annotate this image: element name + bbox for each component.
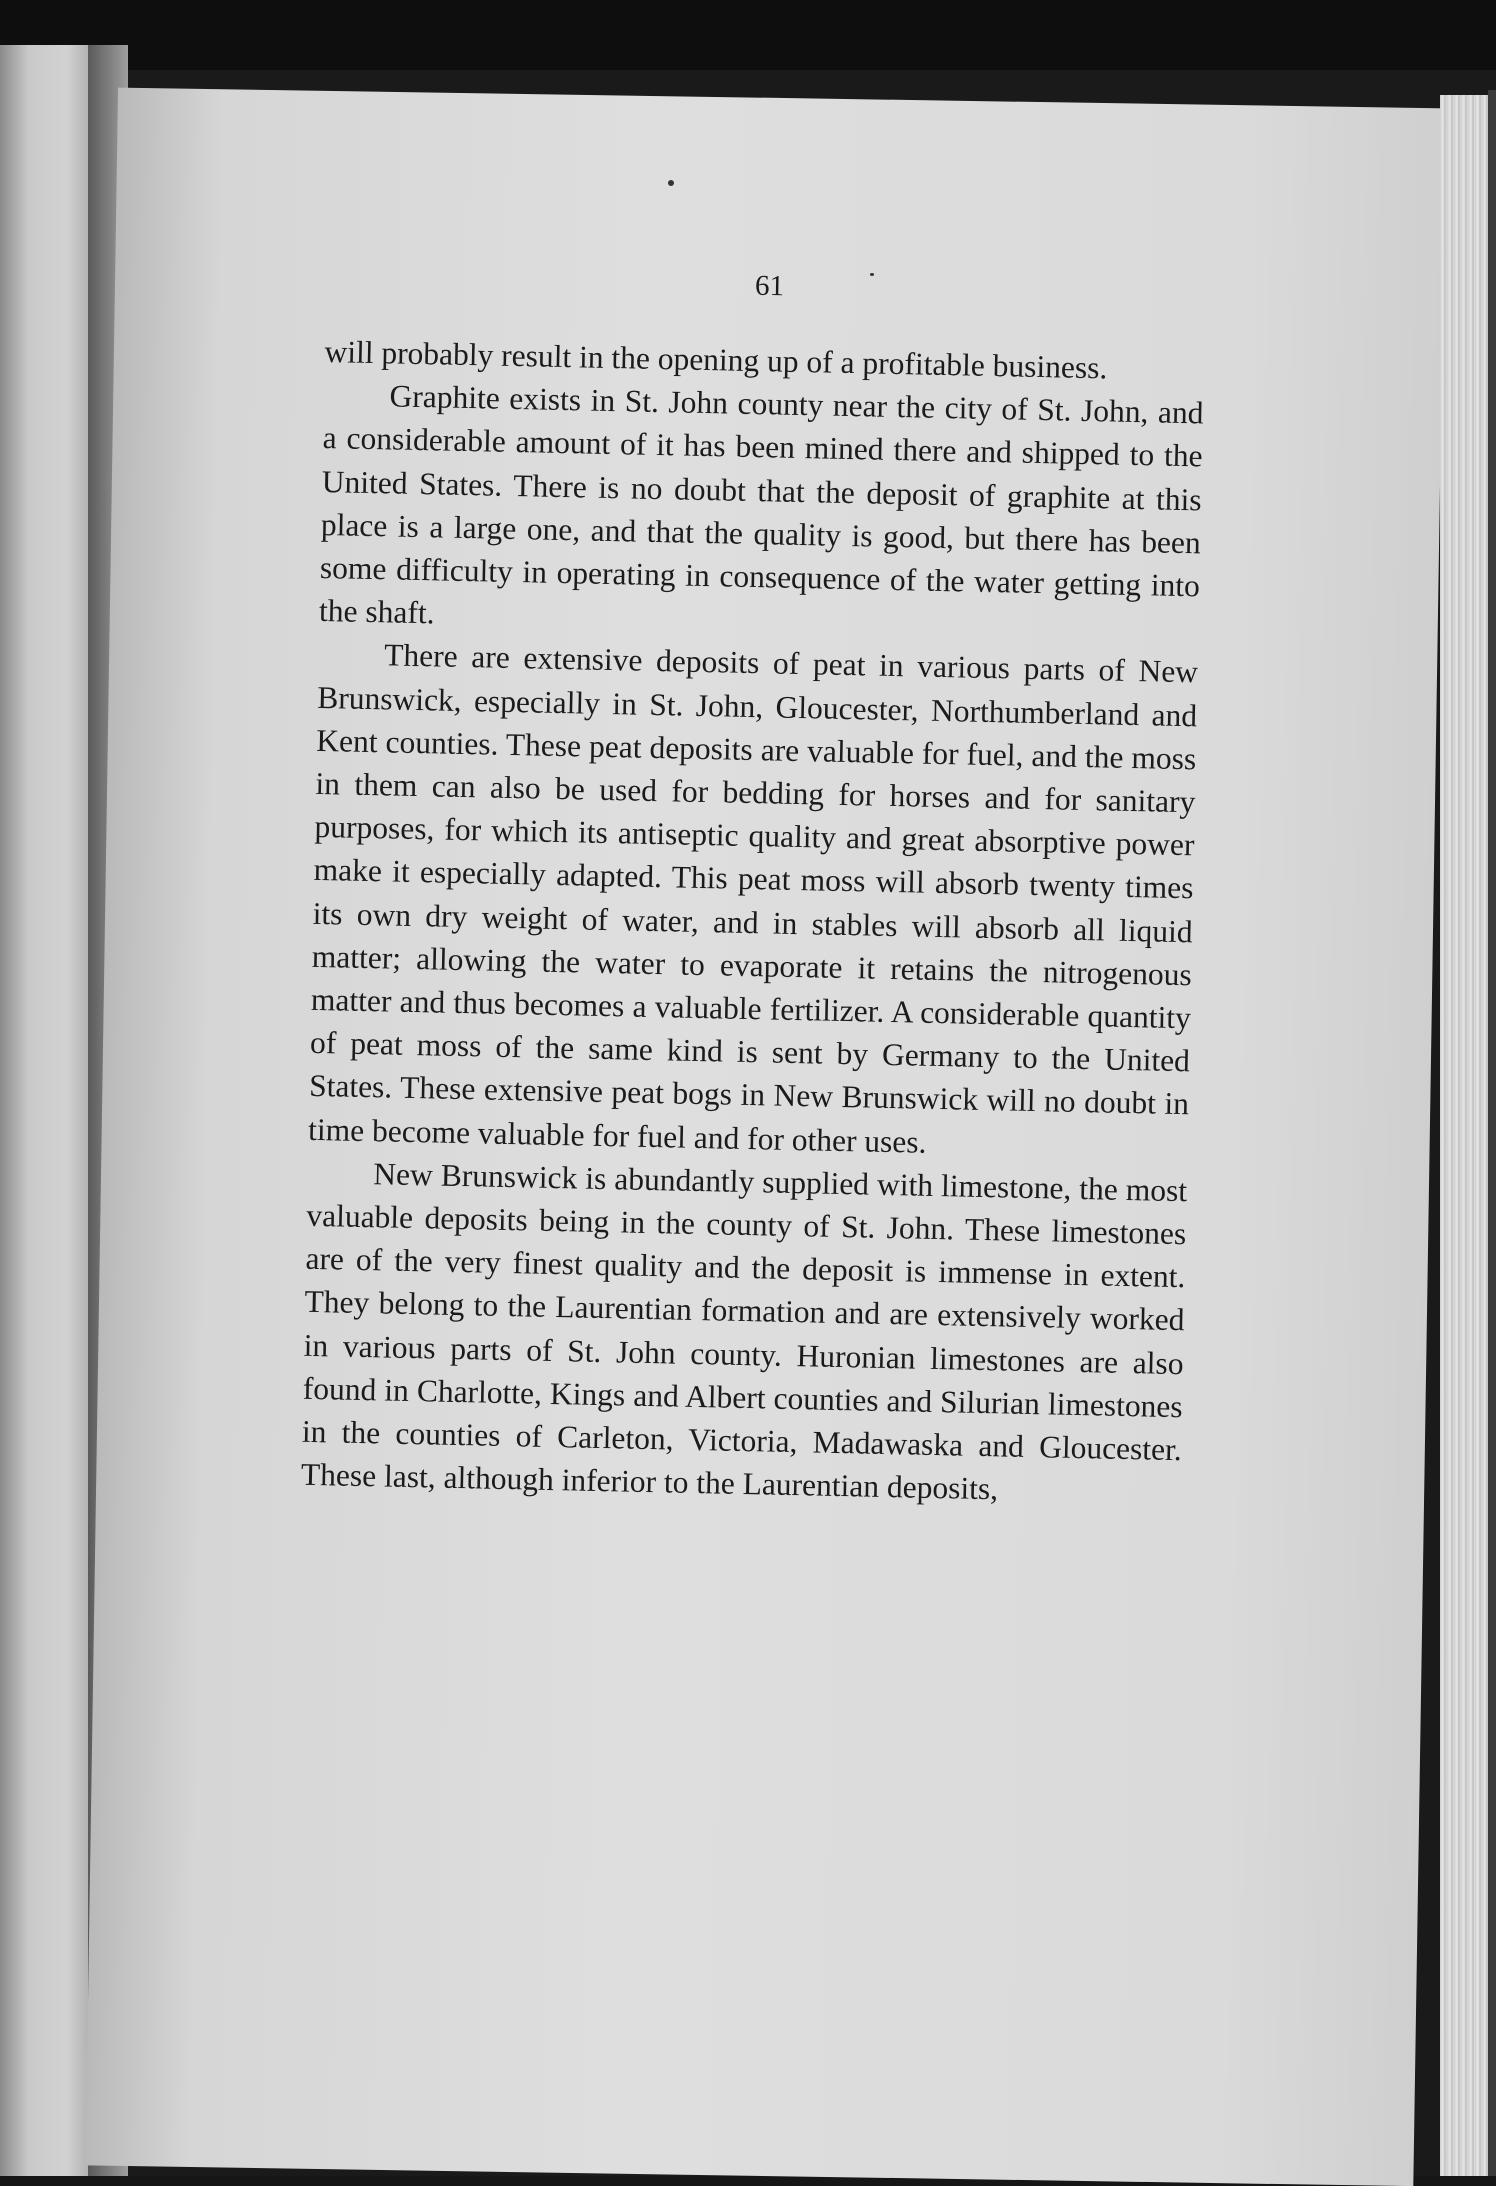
paragraph: will probably result in the opening up of a profitable business.	[324, 333, 1108, 386]
paragraph: There are extensive deposits of peat in various parts of New Brunswick, especially in St. John, Gloucester, Northumberland and Kent counties. These peat deposits are valuable for fuel, and the moss in them can also be used for bedding for horses and for sanitary purposes, for which its antiseptic quality and great absorptive power make it especially adapted. This peat moss will absorb twenty times its own dry weight of water, and in stables will absorb all liquid matter; allowing the water to evaporate it retains the nitrogenous matter and thus becomes a valuable fertilizer. A considerable quantity of peat moss of the same kind is sent by Germany to the United States. These extensive peat bogs in New Brunswick will no doubt in time become valuable for fuel and for other uses.	[307, 637, 1199, 1160]
scan-top-band	[0, 0, 1496, 70]
book-cover-edge	[1488, 90, 1496, 2176]
dust-speck	[870, 273, 874, 276]
page-number: 61	[754, 269, 785, 303]
paragraph: New Brunswick is abundantly supplied with limestone, the most valuable deposits being in the county of St. John. These limestones are of the very finest quality and the deposit is immense in extent. They belong to the Laurentian formation and are extensively worked in various parts of St. John county. Huronian limestones are also found in Charlotte, Kings and Albert counties and Silurian limestones in the counties of Carleton, Victoria, Madawaska and Gloucester. These last, although inferior to the Laurentian deposits,	[300, 1156, 1188, 1507]
paragraph: Graphite exists in St. John county near the city of St. John, and a considerable amount of it has been mined there and shipped to the United States. There is no doubt that the deposit of graphite at this place is a large one, and that the quality is good, but there has been some difficulty in operating in consequence of the water getting into the shaft.	[318, 378, 1204, 631]
facing-page-edge	[0, 45, 95, 2176]
page-body-text	[301, 330, 1205, 1515]
dust-speck	[668, 180, 674, 186]
